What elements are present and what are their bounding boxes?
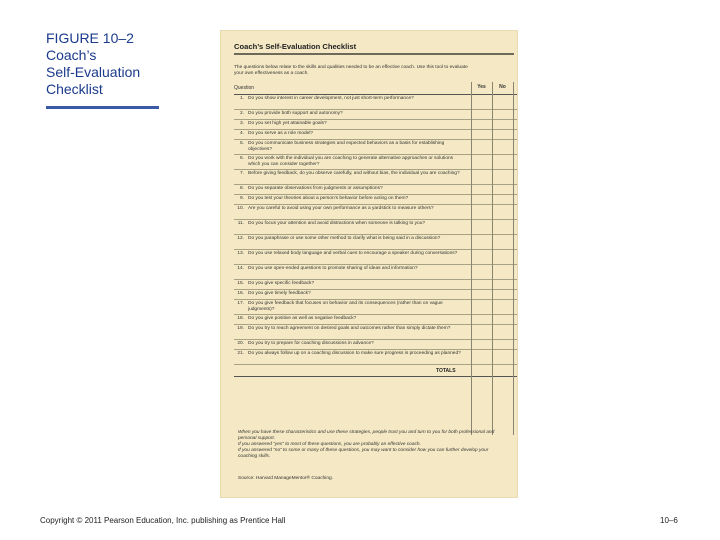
no-column-header: No [499,84,506,90]
question-number: 14. [237,266,244,271]
question-text: Do you give positive as well as negative feedback? [248,316,357,321]
question-row [234,140,517,155]
question-text: Do you try to reach agreement on desired goals and outcomes rather than simply dictate them? [248,326,451,331]
question-text: Do you separate observations from judgments or assumptions? [248,186,383,191]
question-text: Are you careful to avoid using your own performance as a yardstick to measure others? [248,206,434,211]
question-text: Do you show interest in career development, not just short-term performance? [248,96,414,101]
question-row [234,235,517,250]
question-text: Do you give timely feedback? [248,291,311,296]
figure-title-line-2: Self-Evaluation [46,64,141,80]
no-column-divider [492,82,493,435]
question-number: 16. [237,291,244,296]
question-text: Before giving feedback, do you observe carefully, and without bias, the individual you are coaching? [248,171,460,176]
question-row [234,265,517,280]
question-row [234,290,517,300]
yes-column-divider [471,82,472,435]
question-text: Do you paraphrase or use some other method to clarify what is being said in a discussion? [248,236,441,241]
question-row [234,155,517,170]
question-row [234,315,517,325]
question-text: Do you use relaxed body language and verbal cues to encourage a speaker during conversations? [248,251,458,256]
question-number: 17. [237,301,244,306]
checklist-intro: The questions below relate to the skills and qualities needed to be an effective coach. Use this tool to evaluate your own effectiveness as a coach. [234,65,468,76]
question-number: 9. [239,196,244,201]
question-row [234,170,517,185]
question-text: Do you always follow up on a coaching discussion to make sure progress is proceeding as planned? [248,351,461,356]
table-header [234,82,517,95]
totals-row [234,365,517,377]
figure-caption [46,30,206,98]
checklist-document [221,31,517,497]
question-row [234,185,517,195]
caption-underline [46,106,159,109]
interpretation-note [238,430,500,460]
figure-title-line-1: Coach’s [46,47,97,63]
question-text: Do you give feedback that focuses on behavior and its consequences (rather than on vague judgments)? [248,301,443,312]
question-row [234,205,517,220]
question-row [234,95,517,110]
question-number: 12. [237,236,244,241]
question-number: 20. [237,341,244,346]
question-row [234,110,517,120]
checklist-title: Coach’s Self-Evaluation Checklist [234,42,357,51]
question-row [234,220,517,235]
question-number: 4. [239,131,244,136]
question-text: Do you provide both support and autonomy? [248,111,343,116]
question-number: 15. [237,281,244,286]
question-row [234,130,517,140]
question-text: Do you communicate business strategies and expected behaviors as a basis for establishing objectives? [248,141,445,152]
note-line-2: If you answered “yes” to most of these questions, you are probably an effective coach. [238,442,421,447]
note-line-1: When you have these characteristics and use these strategies, people trust you and turn to you for both professional and personal support. [238,430,495,441]
copyright-notice: Copyright © 2011 Pearson Education, Inc. publishing as Prentice Hall [40,516,286,525]
question-number: 6. [239,156,244,161]
question-column-header: Question [234,85,255,91]
question-row [234,300,517,315]
question-text: Do you work with the individual you are coaching to generate alternative approaches or solutions which you can consider together? [248,156,454,167]
question-number: 5. [239,141,244,146]
totals-label: TOTALS [436,368,456,374]
question-number: 18. [237,316,244,321]
source-citation: Source: Harvard ManageMentor® Coaching. [238,476,333,481]
question-number: 8. [239,186,244,191]
title-divider [234,53,514,55]
question-number: 10. [237,206,244,211]
question-number: 11. [237,221,244,226]
question-row [234,340,517,350]
question-row [234,195,517,205]
question-number: 2. [239,111,244,116]
question-number: 19. [237,326,244,331]
checklist-table [234,82,517,377]
question-text: Do you focus your attention and avoid distractions when someone is talking to you? [248,221,426,226]
question-row [234,350,517,365]
question-text: Do you use open-ended questions to promote sharing of ideas and information? [248,266,418,271]
question-number: 3. [239,121,244,126]
question-number: 7. [239,171,244,176]
figure-number: FIGURE 10–2 [46,30,134,46]
question-text: Do you serve as a role model? [248,131,314,136]
question-number: 1. [239,96,244,101]
question-row [234,325,517,340]
page-number: 10–6 [660,516,678,525]
question-text: Do you test your theories about a person’s behavior before acting on them? [248,196,409,201]
question-text: Do you set high yet attainable goals? [248,121,327,126]
question-number: 21. [237,351,244,356]
question-number: 13. [237,251,244,256]
question-text: Do you try to prepare for coaching discussions in advance? [248,341,374,346]
question-row [234,120,517,130]
table-right-border [513,82,514,435]
question-row [234,250,517,265]
yes-column-header: Yes [477,84,486,90]
question-rows [234,95,517,365]
question-text: Do you give specific feedback? [248,281,315,286]
figure-title-line-3: Checklist [46,81,103,97]
question-row [234,280,517,290]
note-line-3: If you answered “no” to some or many of these questions, you may want to consider how you can further develop your coaching skills. [238,448,489,459]
